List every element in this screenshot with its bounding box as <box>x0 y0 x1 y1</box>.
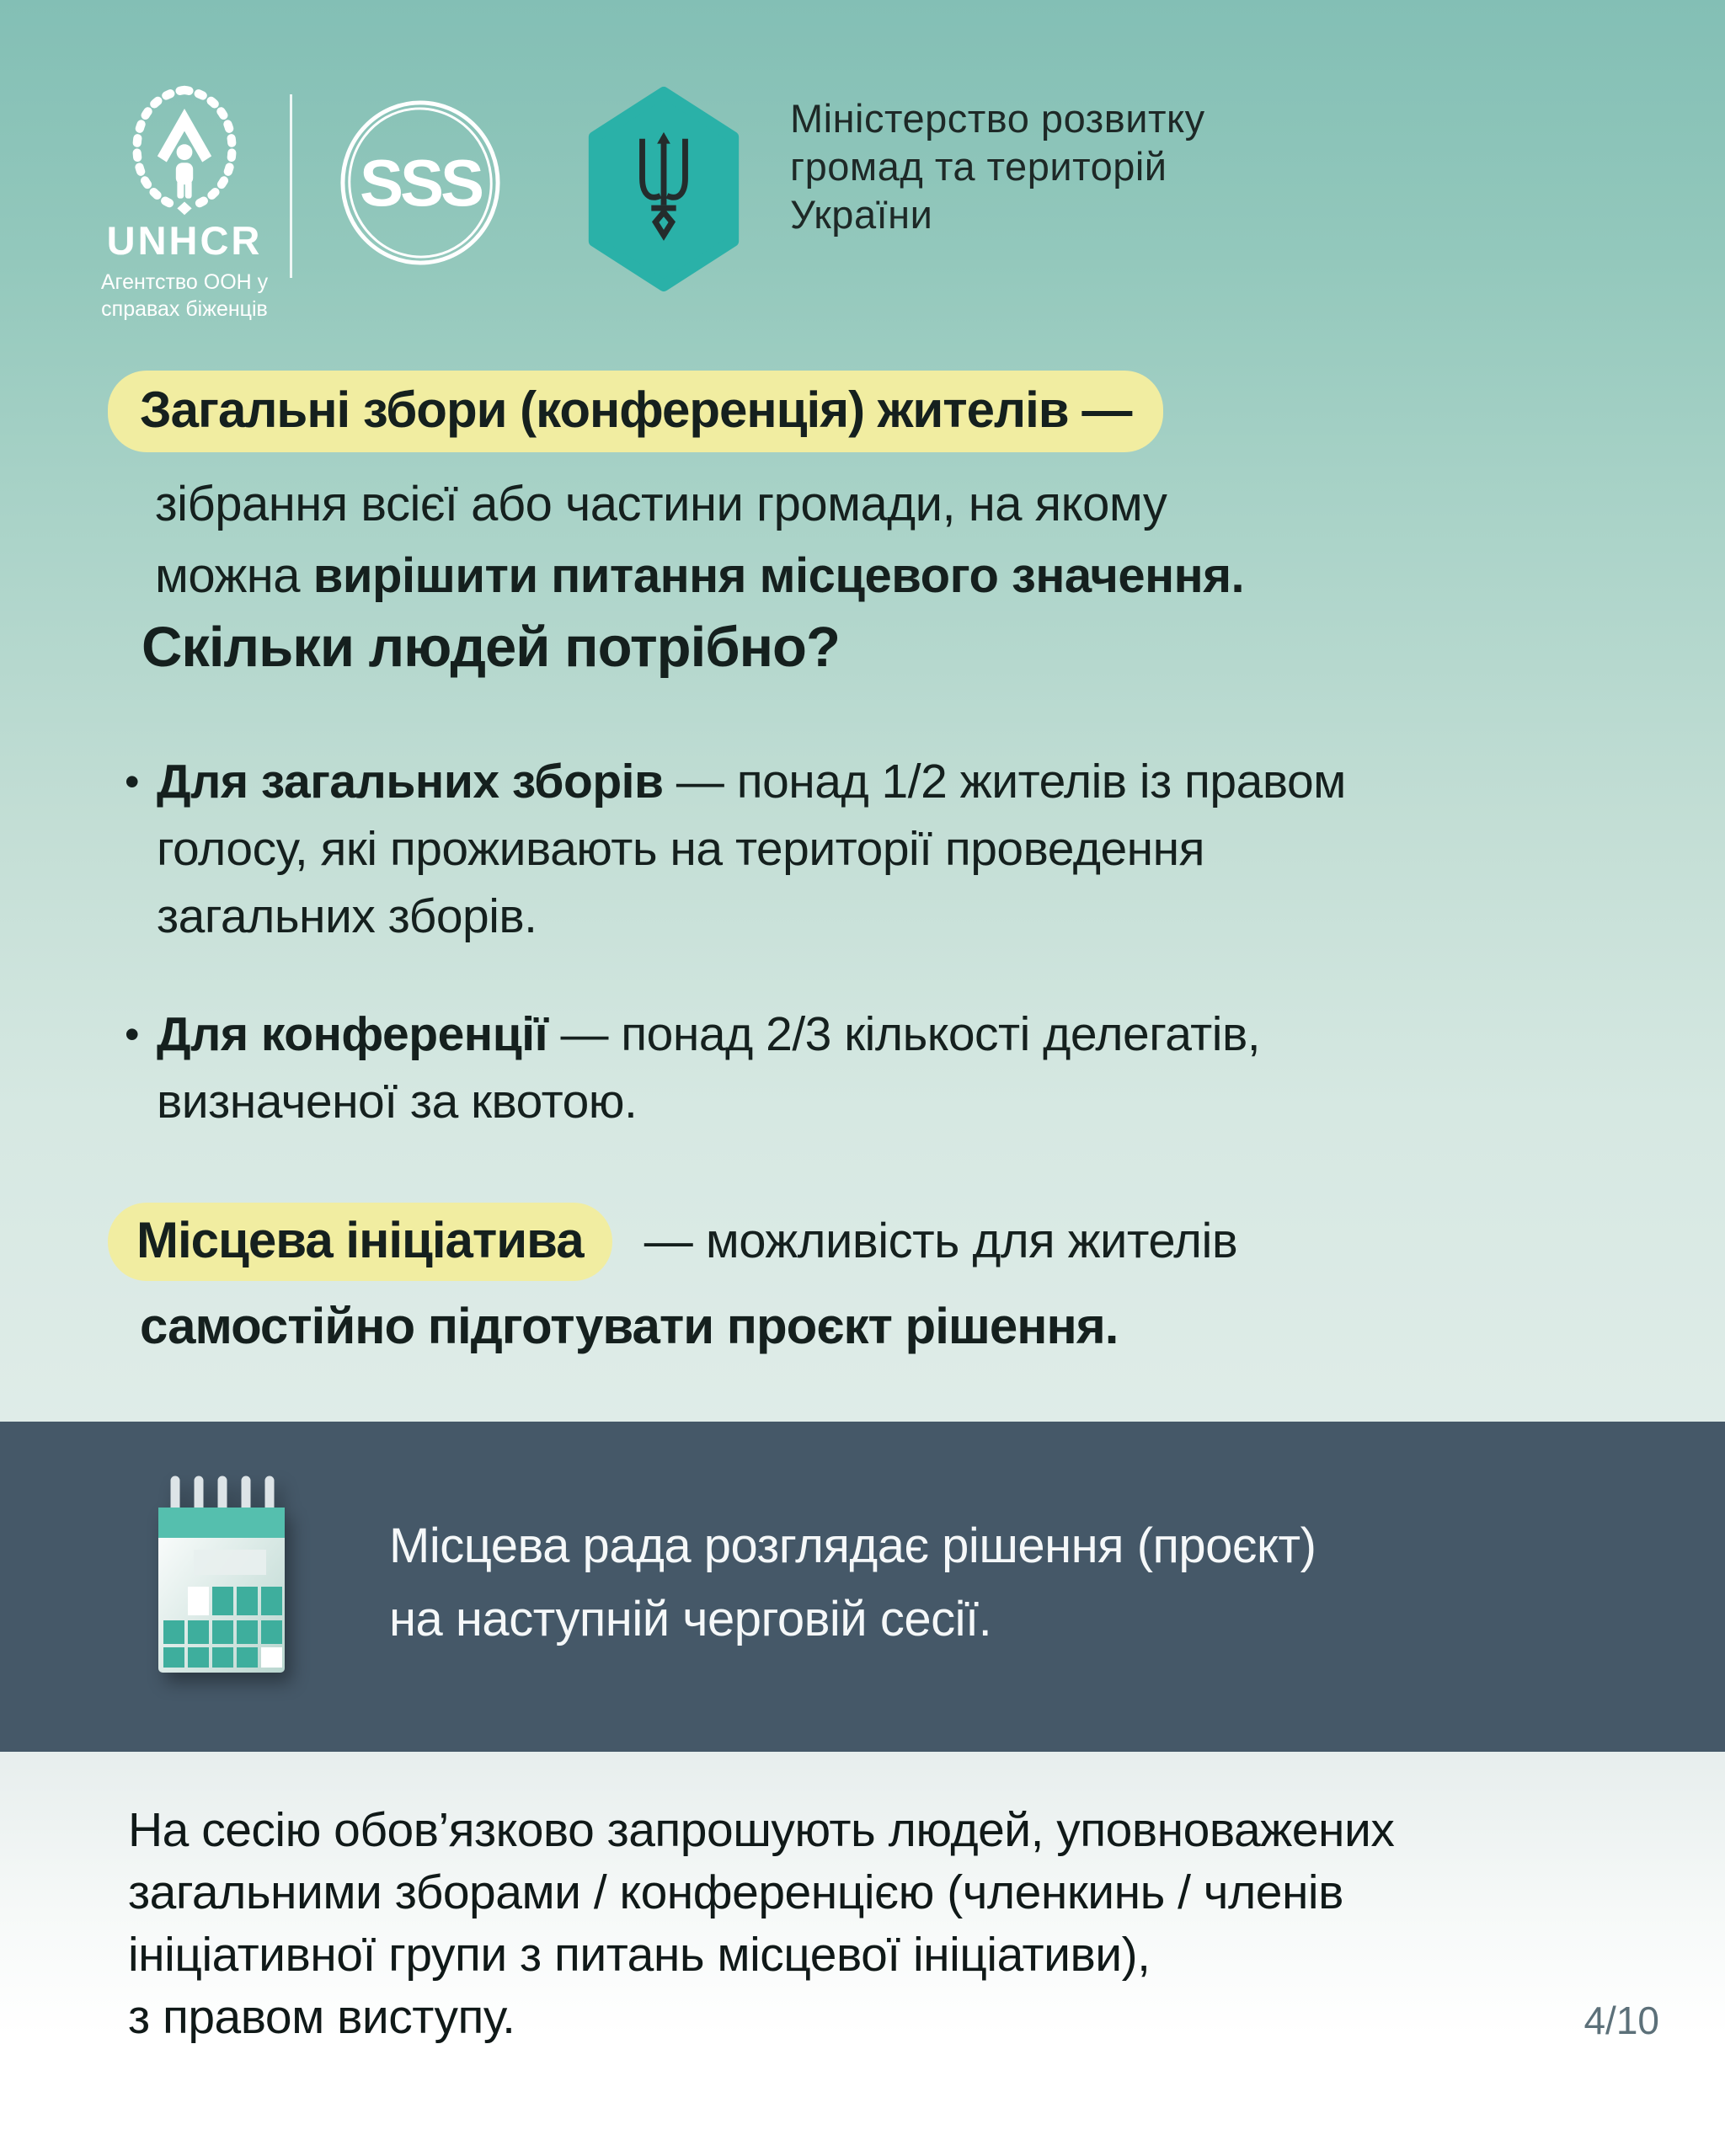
general-meeting-desc-bold: вирішити питання місцевого значення. <box>312 548 1245 603</box>
bullet2-term: Для конференції <box>157 1007 548 1061</box>
bullet1-line2: голосу, які проживають на території проведення <box>157 822 1204 876</box>
local-initiative-rest: — можливість для жителів <box>644 1214 1238 1268</box>
unhcr-tagline <box>74 269 295 323</box>
general-meeting-description <box>155 468 1244 611</box>
unhcr-tagline-line2: справах біженців <box>101 297 268 321</box>
footer-paragraph <box>128 1799 1394 2048</box>
bullet1-term: Для загальних зборів <box>157 755 664 808</box>
bullet-marker: • <box>125 1011 140 1058</box>
sss-logo <box>337 99 504 266</box>
page-indicator: 4/10 <box>1583 1999 1659 2042</box>
bullet1-line3: загальних зборів. <box>157 889 537 943</box>
bullet2-rest: — понад 2/3 кількості делегатів, <box>560 1007 1261 1061</box>
bullet1-line1 <box>157 748 1346 815</box>
bullet-general-meeting <box>125 748 1346 950</box>
calendar-icon <box>150 1476 293 1686</box>
ministry-line3: України <box>790 192 933 237</box>
ministry-title <box>790 94 1205 238</box>
unhcr-emblem-icon <box>74 81 295 216</box>
bullet-general-meeting-text <box>157 748 1346 950</box>
unhcr-logo <box>74 81 295 323</box>
local-initiative-bold-line: самостійно підготувати проєкт рішення. <box>140 1298 1119 1354</box>
unhcr-tagline-line1: Агентство ООН у <box>100 270 269 294</box>
ministry-line1: Міністерство розвитку <box>790 96 1205 141</box>
bullet-conference <box>125 1001 1260 1135</box>
unhcr-acronym: UNHCR <box>106 218 263 263</box>
local-initiative-term: Місцева ініціатива <box>108 1203 612 1281</box>
trident-badge-icon <box>581 86 746 296</box>
ministry-line2: громад та територій <box>790 144 1167 189</box>
general-meeting-term: Загальні збори (конференція) жителів — <box>108 371 1163 452</box>
sss-logo-text: SSS <box>359 145 482 220</box>
header-divider <box>290 94 292 278</box>
general-meeting-desc-line2 <box>155 540 1244 611</box>
bullet2-line1 <box>157 1001 1260 1068</box>
bullet1-rest: — понад 1/2 жителів із правом <box>676 755 1346 808</box>
session-note-line1: Місцева рада розглядає рішення (проєкт) <box>389 1518 1316 1573</box>
how-many-heading: Скільки людей потрібно? <box>142 616 840 679</box>
session-note-line2: на наступній черговій сесії. <box>389 1592 992 1646</box>
general-meeting-term-highlight <box>108 371 1163 452</box>
general-meeting-desc-line1: зібрання всієї або частини громади, на якому <box>155 477 1167 531</box>
footer-line2: загальними зборами / конференцією (членкинь / членів <box>128 1865 1343 1919</box>
footer-line4: з правом виступу. <box>128 1990 515 2044</box>
footer-line3: ініціативної групи з питань місцевої ініціативи), <box>128 1928 1151 1982</box>
footer-line1: На сесію обов’язково запрошують людей, уповноважених <box>128 1803 1395 1857</box>
bullet2-line2: визначеної за квотою. <box>157 1075 638 1129</box>
general-meeting-desc-regular: можна <box>155 548 301 603</box>
session-note <box>389 1509 1316 1656</box>
bullet-marker: • <box>125 758 140 805</box>
bullet-conference-text <box>157 1001 1260 1135</box>
local-initiative-row <box>108 1203 1237 1281</box>
